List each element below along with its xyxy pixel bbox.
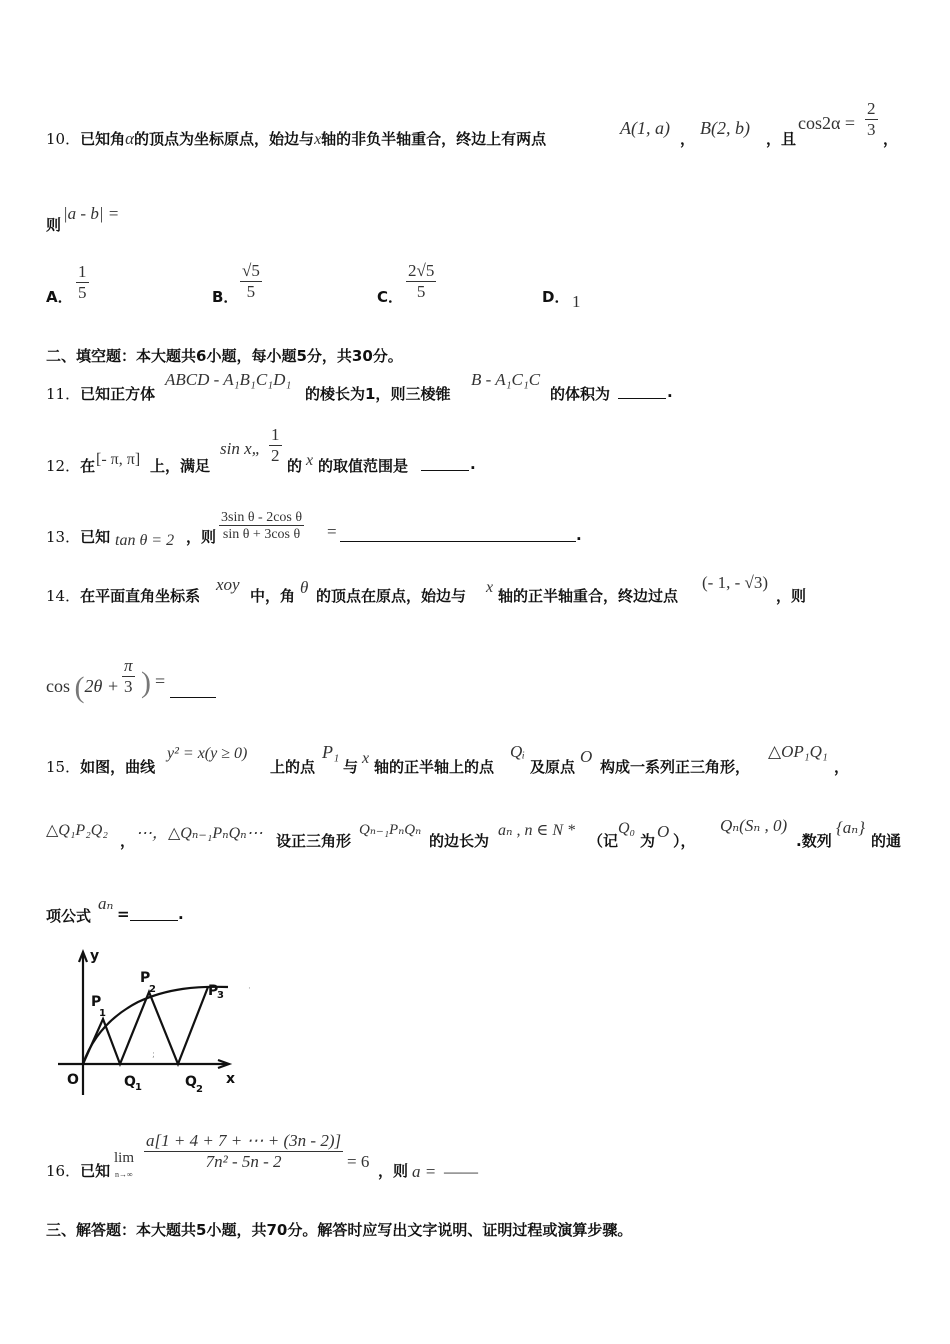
q14-number: 14． [46,587,81,605]
q15-comma: ， [834,758,850,776]
fig-label-q1: Q [124,1074,136,1090]
q12-frac-num: 1 [271,425,280,444]
q16-equals: = 6 [347,1152,370,1171]
q10-comma: ， [680,130,696,148]
q15-p1: P₁ [322,742,340,762]
q15-triangle-seq: ⋯，△Qₙ₋₁PₙQₙ⋯ [136,825,263,842]
q14-fraction [122,657,135,696]
figure-mark: · [248,984,251,994]
q15-text: 的边长为 [429,832,490,850]
q10-frac-num: 2 [867,99,876,118]
q10-option-b-label: B． [212,288,239,306]
q16-lim-sub: n→∞ [115,1170,133,1179]
q10-text: 已知角 [80,130,126,148]
q13-frac-num: 3sin θ - 2cos θ [221,510,303,525]
q14-frac-num: π [124,656,133,675]
option-c-den: 5 [416,281,426,301]
q14-text: 轴的正半轴重合，终边过点 [498,587,679,605]
q15-triangle-2: △Q₁P₂Q₂ [46,822,108,839]
fig-label-o: O [67,1072,79,1088]
q16-frac-num: a[1 + 4 + 7 + ⋯ + (3n - 2)] [146,1131,342,1150]
option-b-den: 5 [246,281,256,301]
fig-label-q2-sub: 2 [196,1084,203,1095]
q14-text: ，则 [776,587,807,605]
q12-text: 在 [80,457,96,475]
q13-text: ，则 [186,528,217,546]
q15-triangle-1: △OP₁Q₁ [768,742,828,761]
q16-answer-blank[interactable]: —— [444,1162,478,1181]
q10-fraction [865,100,878,139]
q15-curve: y² = x(y ≥ 0) [167,745,248,762]
q14-x: x [486,579,494,596]
q15-qn: Qₙ(Sₙ , 0) [720,816,788,835]
q12-text: 的 [287,457,303,475]
q14-close-paren-icon: ) [141,666,151,699]
q10-text: ，且 [766,130,797,148]
q11-text: 的体积为 [550,385,611,403]
q16-text: 已知 [80,1162,111,1180]
q15-text: 上的点 [270,758,316,776]
q15-triangle-3: Qₙ₋₁PₙQₙ [359,822,422,838]
q16-lim: lim [114,1150,135,1166]
q10-option-d-label: D． [542,288,570,306]
q10-option-c-label: C． [377,288,404,306]
q10-text: 轴的非负半轴重合，终边上有两点 [321,130,547,148]
q12-text: 的取值范围是 [318,457,409,475]
fig-label-x: x [226,1071,236,1087]
q10-option-a [76,263,89,302]
q15-text: ）， [673,832,696,850]
q15-text: 与 [343,758,359,776]
q13-condition: tan θ = 2 [115,532,175,549]
q15-x: x [362,750,370,767]
q11-text: 的棱长为1，则三棱锥 [305,385,451,403]
q10-frac-den: 3 [867,119,876,139]
fig-label-y: y [90,948,100,964]
q16-fraction [144,1132,343,1171]
q10-number: 10． [46,130,81,148]
q14-text: 中，角 [250,587,296,605]
q15-line1 [46,756,155,777]
q15-text: 为 [640,832,656,850]
figure-mark: ; [152,1050,156,1060]
q13-end: . [576,526,582,544]
q13-fraction [219,510,304,543]
fig-label-p3-sub: 3 [217,990,224,1001]
q14-point: (- 1, - √3) [702,573,768,592]
q15-text: 构成一系列正三角形， [600,758,751,776]
q14-text: 在平面直角坐标系 [80,587,201,605]
q12-line [46,455,95,476]
q12-answer-blank[interactable] [421,455,469,475]
q12-fraction [269,426,282,465]
q10-point-b: B(2, b) [700,118,750,138]
q15-text: 如图，曲线 [80,758,156,776]
fig-label-p1: P [91,994,102,1010]
section-3-heading: 三、解答题：本大题共5小题，共70分。解答时应写出文字说明、证明过程或演算步骤。 [46,1221,633,1239]
q14-frac-den: 3 [124,676,133,696]
q14-cos: cos [46,676,70,697]
q10-line1 [46,128,546,149]
q13-text: 已知 [80,528,111,546]
q12-x: x [306,452,314,469]
q15-answer-blank[interactable] [130,905,178,925]
q10-expr: |a - b| = [63,204,120,223]
q14-xoy: xoy [216,575,240,594]
fig-label-p3: P [208,983,219,999]
option-b-num: √5 [242,261,260,280]
q11-end: . [667,383,673,401]
option-a-den: 5 [78,282,87,302]
q12-end: . [470,455,476,473]
q12-inequality: sin x„ [220,439,262,458]
q13-answer-blank[interactable] [340,526,576,546]
q14-theta: θ [300,578,309,597]
q10-option-d: 1 [572,292,581,311]
q15-sequence: {aₙ} [836,818,865,837]
q10-cos-lhs: cos2α = [798,113,856,133]
q15-text: 的通 [871,832,902,850]
q14-answer-blank[interactable] [170,682,216,702]
fig-label-p2: P [140,970,151,986]
triangles [83,987,208,1064]
q13-equals: = [327,522,337,541]
q15-comma: ， [120,832,136,850]
q15-o2: O [657,822,670,841]
q11-cube: ABCD - A₁B₁C₁D₁ [165,370,292,389]
q14-expression: cos (2θ + [46,671,119,704]
q11-answer-blank[interactable] [618,383,666,403]
q14-text: 的顶点在原点，始边与 [316,587,467,605]
q10-x: x [314,131,322,148]
q11-pyramid: B - A₁C₁C [471,370,541,389]
q13-line [46,526,110,547]
q15-text: 及原点 [530,758,576,776]
q11-line [46,383,155,404]
q15-text: .数列 [796,832,832,850]
q14-equals: = [155,671,166,691]
section-2-heading: 二、填空题：本大题共6小题，每小题5分，共30分。 [46,347,403,365]
q10-text: 的顶点为坐标原点，始边与 [134,130,315,148]
q15-figure [48,940,260,1105]
fig-label-q2: Q [185,1074,197,1090]
fig-label-p1-sub: 1 [99,1008,106,1019]
q10-alpha: α [125,129,135,148]
q13-frac-den: sin θ + 3cos θ [222,527,301,543]
q10-comma: ， [883,130,899,148]
q15-end: . [178,905,184,923]
q15-text: 轴的正半轴上的点 [374,758,495,776]
q16-number: 16． [46,1162,81,1180]
q13-number: 13． [46,528,81,546]
q16-line [46,1160,110,1181]
q16-a: a = [412,1162,437,1181]
option-a-num: 1 [78,262,87,281]
q15-text: 项公式 [46,907,92,925]
q12-text: 上，满足 [150,457,211,475]
q15-number: 15． [46,758,81,776]
q12-frac-den: 2 [271,445,280,465]
fig-label-q1-sub: 1 [135,1082,142,1093]
q11-number: 11． [46,385,81,403]
q16-frac-den: 7n² - 5n - 2 [205,1151,282,1171]
q15-an: aₙ , n ∈ N * [498,822,575,839]
q15-text: （记 [588,832,619,850]
q15-text: 设正三角形 [276,832,352,850]
q14-line1 [46,585,200,606]
q14-inner: 2θ + [84,676,119,697]
fig-label-p2-sub: 2 [149,984,156,995]
q10-option-a-label: A． [46,288,73,306]
q16-text: ，则 [378,1162,409,1180]
q10-then: 则 [46,216,62,234]
q15-an2: aₙ [98,894,114,913]
q12-interval: [- π, π] [96,451,141,468]
q15-q0: Q₀ [618,820,636,837]
q10-option-c [406,262,436,301]
q11-text: 已知正方体 [80,385,156,403]
q15-equals: = [117,905,130,923]
q12-number: 12． [46,457,81,475]
q15-qi: Qᵢ [510,742,525,761]
q15-o: O [580,747,593,766]
q10-point-a: A(1, a) [620,118,670,138]
option-c-num: 2√5 [408,261,435,280]
q10-option-b [240,262,262,301]
